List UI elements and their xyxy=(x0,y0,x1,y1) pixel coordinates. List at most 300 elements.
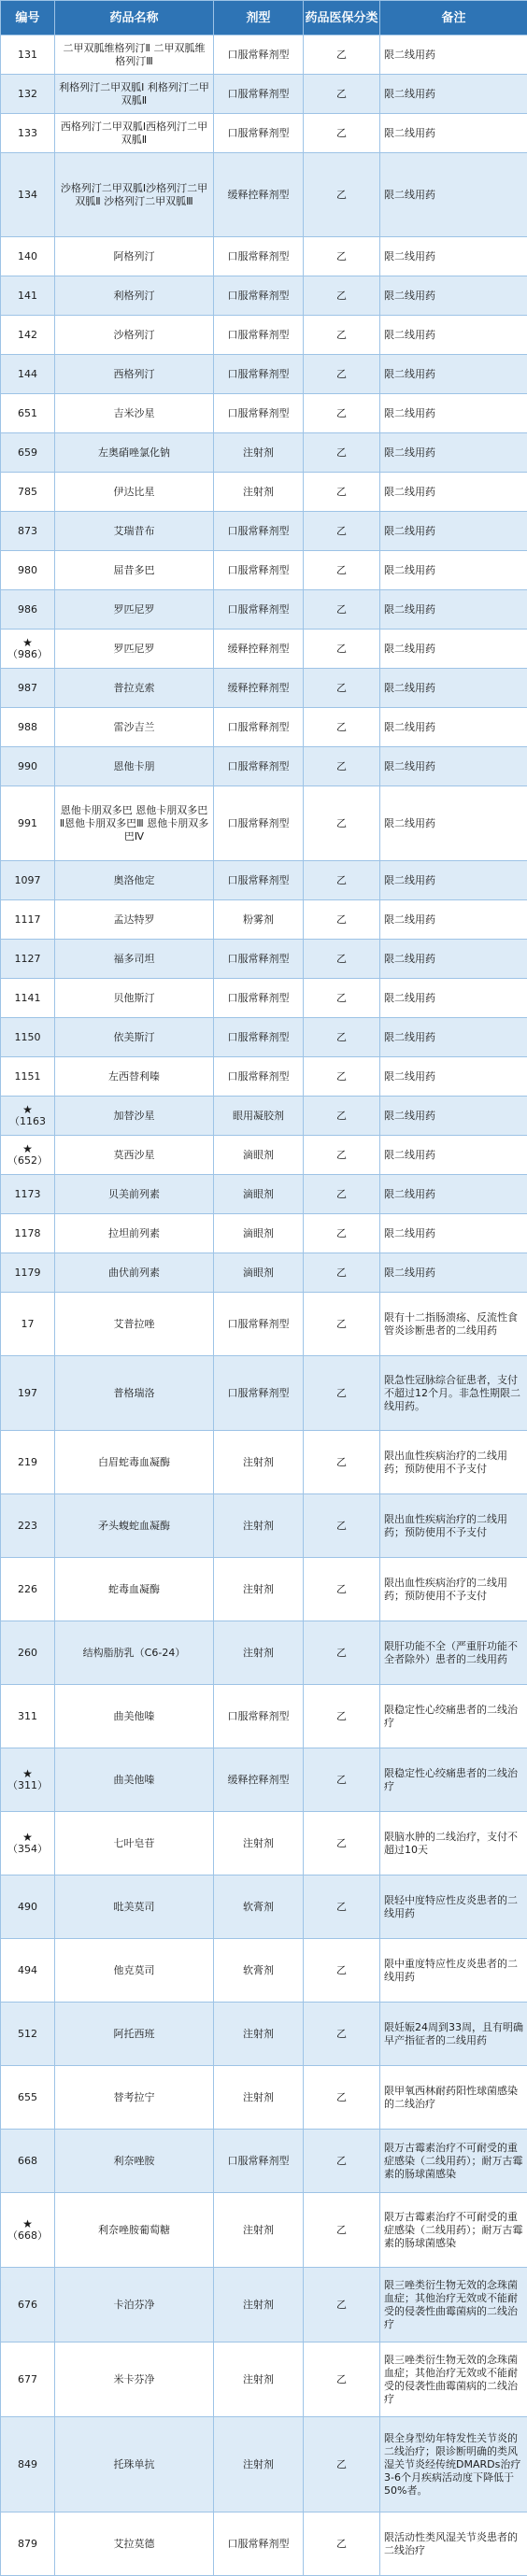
table-row xyxy=(1,1253,527,1293)
table-row xyxy=(1,2193,527,2268)
cell-drug-name: 利格列汀二甲双胍Ⅰ 利格列汀二甲双胍Ⅱ xyxy=(55,75,214,114)
cell-dosage-form: 口服常释剂型 xyxy=(214,747,304,786)
table-body xyxy=(1,35,527,2576)
cell-code xyxy=(1,1748,55,1812)
cell-code xyxy=(1,940,55,979)
cell-dosage-form: 注射剂 xyxy=(214,1812,304,1875)
cell-dosage-form: 注射剂 xyxy=(214,1558,304,1621)
cell-drug-name: 利格列汀 xyxy=(55,276,214,316)
cell-drug-name: 孟达特罗 xyxy=(55,900,214,940)
cell-dosage-form: 缓释控释剂型 xyxy=(214,669,304,708)
cell-classification: 乙 xyxy=(304,1214,380,1253)
table-row xyxy=(1,747,527,786)
cell-drug-name: 西格列汀 xyxy=(55,355,214,394)
table-row xyxy=(1,1356,527,1431)
cell-dosage-form: 注射剂 xyxy=(214,2193,304,2268)
cell-note: 限二线用药 xyxy=(380,630,527,669)
cell-dosage-form: 注射剂 xyxy=(214,2342,304,2417)
cell-dosage-form: 口服常释剂型 xyxy=(214,1057,304,1097)
table-row xyxy=(1,900,527,940)
cell-classification: 乙 xyxy=(304,237,380,276)
cell-code xyxy=(1,786,55,861)
cell-dosage-form: 口服常释剂型 xyxy=(214,35,304,75)
cell-classification: 乙 xyxy=(304,590,380,630)
cell-note: 限出血性疾病治疗的二线用药；预防使用不予支付 xyxy=(380,1558,527,1621)
cell-note: 限稳定性心绞痛患者的二线治疗 xyxy=(380,1748,527,1812)
table-row xyxy=(1,1939,527,2003)
cell-note: 限万古霉素治疗不可耐受的重症感染（二线用药）；耐万古霉素的肠球菌感染 xyxy=(380,2193,527,2268)
cell-dosage-form: 口服常释剂型 xyxy=(214,316,304,355)
cell-dosage-form: 注射剂 xyxy=(214,1494,304,1558)
code-text: （668） xyxy=(5,2229,50,2243)
code-text: 988 xyxy=(5,721,50,734)
cell-dosage-form: 注射剂 xyxy=(214,1431,304,1494)
cell-classification: 乙 xyxy=(304,2066,380,2130)
table-row xyxy=(1,473,527,512)
cell-code xyxy=(1,512,55,551)
cell-code xyxy=(1,394,55,433)
cell-note: 限三唑类衍生物无效的念珠菌血症；其他治疗无效或不能耐受的侵袭性曲霉菌病的二线治疗 xyxy=(380,2342,527,2417)
cell-code xyxy=(1,630,55,669)
code-text: （311） xyxy=(5,1779,50,1792)
cell-classification: 乙 xyxy=(304,2512,380,2576)
cell-code xyxy=(1,1494,55,1558)
cell-code xyxy=(1,2342,55,2417)
code-text: 1151 xyxy=(5,1070,50,1083)
cell-code xyxy=(1,1812,55,1875)
code-text: 1097 xyxy=(5,874,50,887)
code-text: 1141 xyxy=(5,992,50,1005)
cell-dosage-form: 滴眼剂 xyxy=(214,1175,304,1214)
cell-note: 限三唑类衍生物无效的念珠菌血症；其他治疗无效或不能耐受的侵袭性曲霉菌病的二线治疗 xyxy=(380,2268,527,2342)
cell-classification: 乙 xyxy=(304,1136,380,1175)
cell-classification: 乙 xyxy=(304,861,380,900)
cell-note: 限二线用药 xyxy=(380,433,527,473)
cell-code xyxy=(1,1214,55,1253)
table-header-row xyxy=(1,1,527,35)
cell-code xyxy=(1,861,55,900)
cell-classification: 乙 xyxy=(304,979,380,1018)
cell-note: 限妊娠24周到33周，且有明确早产指征者的二线用药 xyxy=(380,2003,527,2066)
table-row xyxy=(1,1685,527,1748)
cell-classification: 乙 xyxy=(304,2342,380,2417)
cell-code xyxy=(1,590,55,630)
cell-dosage-form: 口服常释剂型 xyxy=(214,355,304,394)
cell-dosage-form: 口服常释剂型 xyxy=(214,590,304,630)
cell-code xyxy=(1,2512,55,2576)
cell-dosage-form: 注射剂 xyxy=(214,2268,304,2342)
code-text: 990 xyxy=(5,760,50,773)
code-text: 133 xyxy=(5,127,50,140)
cell-code xyxy=(1,747,55,786)
cell-drug-name: 依美斯汀 xyxy=(55,1018,214,1057)
code-text: 785 xyxy=(5,486,50,499)
cell-drug-name: 恩他卡朋 xyxy=(55,747,214,786)
table-row xyxy=(1,2417,527,2512)
code-text: 668 xyxy=(5,2155,50,2168)
code-text: 141 xyxy=(5,290,50,303)
cell-code xyxy=(1,35,55,75)
cell-dosage-form: 注射剂 xyxy=(214,1621,304,1685)
code-text: 651 xyxy=(5,407,50,420)
table-row xyxy=(1,590,527,630)
cell-drug-name: 雷沙吉兰 xyxy=(55,708,214,747)
cell-note: 限稳定性心绞痛患者的二线治疗 xyxy=(380,1685,527,1748)
cell-dosage-form: 粉雾剂 xyxy=(214,900,304,940)
cell-drug-name: 艾拉莫德 xyxy=(55,2512,214,2576)
cell-dosage-form: 注射剂 xyxy=(214,433,304,473)
cell-drug-name: 恩他卡朋双多巴 恩他卡朋双多巴Ⅱ恩他卡朋双多巴Ⅲ 恩他卡朋双多巴Ⅳ xyxy=(55,786,214,861)
code-text: 1178 xyxy=(5,1227,50,1240)
cell-dosage-form: 口服常释剂型 xyxy=(214,2512,304,2576)
cell-code xyxy=(1,1356,55,1431)
code-text: 490 xyxy=(5,1901,50,1914)
cell-dosage-form: 口服常释剂型 xyxy=(214,276,304,316)
table-row xyxy=(1,2130,527,2193)
cell-code xyxy=(1,551,55,590)
cell-note: 限二线用药 xyxy=(380,1253,527,1293)
table-row xyxy=(1,35,527,75)
cell-note: 限轻中度特应性皮炎患者的二线用药 xyxy=(380,1875,527,1939)
code-text: 144 xyxy=(5,368,50,381)
cell-classification: 乙 xyxy=(304,2268,380,2342)
cell-classification: 乙 xyxy=(304,473,380,512)
cell-code xyxy=(1,1621,55,1685)
cell-drug-name: 利奈唑胺葡萄糖 xyxy=(55,2193,214,2268)
cell-classification: 乙 xyxy=(304,1431,380,1494)
code-text: 986 xyxy=(5,603,50,616)
table-row xyxy=(1,630,527,669)
code-text: 142 xyxy=(5,329,50,342)
cell-dosage-form: 口服常释剂型 xyxy=(214,237,304,276)
header-code: 编号 xyxy=(1,1,55,35)
cell-drug-name: 拉坦前列素 xyxy=(55,1214,214,1253)
table-row xyxy=(1,1097,527,1136)
cell-dosage-form: 口服常释剂型 xyxy=(214,861,304,900)
cell-code xyxy=(1,153,55,237)
cell-dosage-form: 注射剂 xyxy=(214,2417,304,2512)
cell-classification: 乙 xyxy=(304,75,380,114)
cell-code xyxy=(1,1253,55,1293)
cell-classification: 乙 xyxy=(304,1812,380,1875)
cell-classification: 乙 xyxy=(304,316,380,355)
cell-drug-name: 吡美莫司 xyxy=(55,1875,214,1939)
code-text: 512 xyxy=(5,2028,50,2041)
table-row xyxy=(1,1175,527,1214)
table-row xyxy=(1,2003,527,2066)
table-row xyxy=(1,114,527,153)
code-text: 991 xyxy=(5,817,50,830)
cell-code xyxy=(1,237,55,276)
cell-note: 限二线用药 xyxy=(380,900,527,940)
table-row xyxy=(1,512,527,551)
cell-dosage-form: 口服常释剂型 xyxy=(214,1293,304,1356)
cell-dosage-form: 口服常释剂型 xyxy=(214,786,304,861)
cell-note: 限二线用药 xyxy=(380,708,527,747)
code-text: 223 xyxy=(5,1520,50,1533)
table-row xyxy=(1,786,527,861)
cell-code xyxy=(1,2193,55,2268)
table-row xyxy=(1,1431,527,1494)
table-row xyxy=(1,394,527,433)
code-text: 197 xyxy=(5,1387,50,1400)
cell-code xyxy=(1,1293,55,1356)
cell-note: 限甲氧西林耐药阳性球菌感染的二线治疗 xyxy=(380,2066,527,2130)
cell-code xyxy=(1,75,55,114)
cell-code xyxy=(1,1057,55,1097)
cell-classification: 乙 xyxy=(304,1621,380,1685)
table-row xyxy=(1,316,527,355)
code-text: 1173 xyxy=(5,1188,50,1201)
cell-code xyxy=(1,1018,55,1057)
cell-dosage-form: 口服常释剂型 xyxy=(214,979,304,1018)
cell-dosage-form: 口服常释剂型 xyxy=(214,512,304,551)
cell-drug-name: 白眉蛇毒血凝酶 xyxy=(55,1431,214,1494)
cell-code xyxy=(1,114,55,153)
cell-note: 限脑水肿的二线治疗，支付不超过10天 xyxy=(380,1812,527,1875)
cell-dosage-form: 口服常释剂型 xyxy=(214,394,304,433)
table-row xyxy=(1,979,527,1018)
cell-drug-name: 普格瑞洛 xyxy=(55,1356,214,1431)
code-text: 1127 xyxy=(5,953,50,966)
cell-code xyxy=(1,1097,55,1136)
table-row xyxy=(1,1748,527,1812)
cell-note: 限二线用药 xyxy=(380,861,527,900)
code-text: 849 xyxy=(5,2458,50,2471)
cell-note: 限二线用药 xyxy=(380,153,527,237)
cell-drug-name: 卡泊芬净 xyxy=(55,2268,214,2342)
cell-code xyxy=(1,669,55,708)
cell-code xyxy=(1,900,55,940)
cell-drug-name: 加替沙星 xyxy=(55,1097,214,1136)
table-row xyxy=(1,669,527,708)
table-row xyxy=(1,551,527,590)
cell-note: 限二线用药 xyxy=(380,1175,527,1214)
cell-code xyxy=(1,1431,55,1494)
table-row xyxy=(1,1136,527,1175)
cell-note: 限二线用药 xyxy=(380,237,527,276)
code-text: 1150 xyxy=(5,1031,50,1044)
cell-classification: 乙 xyxy=(304,900,380,940)
table-row xyxy=(1,1293,527,1356)
table-row xyxy=(1,1057,527,1097)
cell-code xyxy=(1,2003,55,2066)
cell-classification: 乙 xyxy=(304,1253,380,1293)
cell-code xyxy=(1,1136,55,1175)
cell-classification: 乙 xyxy=(304,2417,380,2512)
cell-classification: 乙 xyxy=(304,1293,380,1356)
cell-note: 限出血性疾病治疗的二线用药；预防使用不予支付 xyxy=(380,1494,527,1558)
cell-classification: 乙 xyxy=(304,669,380,708)
table-row xyxy=(1,2066,527,2130)
table-row xyxy=(1,708,527,747)
star-icon: ★ xyxy=(5,2218,50,2229)
table-row xyxy=(1,1621,527,1685)
cell-dosage-form: 注射剂 xyxy=(214,2003,304,2066)
star-icon: ★ xyxy=(5,1768,50,1779)
cell-note: 限二线用药 xyxy=(380,114,527,153)
cell-note: 限二线用药 xyxy=(380,669,527,708)
cell-drug-name: 普拉克索 xyxy=(55,669,214,708)
cell-drug-name: 结构脂肪乳（C6-24） xyxy=(55,1621,214,1685)
cell-note: 限二线用药 xyxy=(380,590,527,630)
cell-drug-name: 西格列汀二甲双胍Ⅰ西格列汀二甲双胍Ⅱ xyxy=(55,114,214,153)
cell-drug-name: 艾普拉唑 xyxy=(55,1293,214,1356)
cell-classification: 乙 xyxy=(304,355,380,394)
cell-note: 限中重度特应性皮炎患者的二线用药 xyxy=(380,1939,527,2003)
cell-note: 限肝功能不全（严重肝功能不全者除外）患者的二线用药 xyxy=(380,1621,527,1685)
code-text: 140 xyxy=(5,250,50,263)
table-row xyxy=(1,1875,527,1939)
cell-dosage-form: 口服常释剂型 xyxy=(214,940,304,979)
cell-classification: 乙 xyxy=(304,1939,380,2003)
cell-drug-name: 二甲双胍维格列汀Ⅱ 二甲双胍维格列汀Ⅲ xyxy=(55,35,214,75)
cell-drug-name: 替考拉宁 xyxy=(55,2066,214,2130)
cell-dosage-form: 注射剂 xyxy=(214,473,304,512)
cell-drug-name: 阿托西班 xyxy=(55,2003,214,2066)
cell-drug-name: 矛头蝮蛇血凝酶 xyxy=(55,1494,214,1558)
cell-code xyxy=(1,433,55,473)
cell-dosage-form: 滴眼剂 xyxy=(214,1136,304,1175)
cell-code xyxy=(1,1939,55,2003)
cell-classification: 乙 xyxy=(304,1097,380,1136)
code-text: （652） xyxy=(5,1154,50,1168)
cell-classification: 乙 xyxy=(304,433,380,473)
star-icon: ★ xyxy=(5,1143,50,1154)
cell-code xyxy=(1,2130,55,2193)
table-row xyxy=(1,2268,527,2342)
cell-drug-name: 利奈唑胺 xyxy=(55,2130,214,2193)
cell-note: 限二线用药 xyxy=(380,276,527,316)
table-row xyxy=(1,433,527,473)
header-name: 药品名称 xyxy=(55,1,214,35)
cell-note: 限二线用药 xyxy=(380,551,527,590)
table-row xyxy=(1,276,527,316)
cell-classification: 乙 xyxy=(304,630,380,669)
cell-code xyxy=(1,276,55,316)
table-row xyxy=(1,2342,527,2417)
cell-drug-name: 阿格列汀 xyxy=(55,237,214,276)
table-row xyxy=(1,75,527,114)
cell-classification: 乙 xyxy=(304,114,380,153)
code-text: 494 xyxy=(5,1964,50,1977)
code-text: （986） xyxy=(5,648,50,661)
cell-note: 限出血性疾病治疗的二线用药；预防使用不予支付 xyxy=(380,1431,527,1494)
cell-drug-name: 米卡芬净 xyxy=(55,2342,214,2417)
cell-dosage-form: 口服常释剂型 xyxy=(214,75,304,114)
cell-drug-name: 福多司坦 xyxy=(55,940,214,979)
cell-dosage-form: 口服常释剂型 xyxy=(214,551,304,590)
cell-drug-name: 屈昔多巴 xyxy=(55,551,214,590)
table-row xyxy=(1,1494,527,1558)
cell-drug-name: 贝他斯汀 xyxy=(55,979,214,1018)
cell-dosage-form: 缓释控释剂型 xyxy=(214,630,304,669)
code-text: 655 xyxy=(5,2091,50,2104)
cell-drug-name: 吉米沙星 xyxy=(55,394,214,433)
cell-note: 限二线用药 xyxy=(380,1057,527,1097)
code-text: 873 xyxy=(5,525,50,538)
cell-classification: 乙 xyxy=(304,708,380,747)
cell-classification: 乙 xyxy=(304,276,380,316)
code-text: 987 xyxy=(5,682,50,695)
cell-code xyxy=(1,473,55,512)
cell-drug-name: 七叶皂苷 xyxy=(55,1812,214,1875)
code-text: 1179 xyxy=(5,1267,50,1280)
cell-classification: 乙 xyxy=(304,1875,380,1939)
cell-drug-name: 莫西沙星 xyxy=(55,1136,214,1175)
cell-classification: 乙 xyxy=(304,940,380,979)
cell-code xyxy=(1,708,55,747)
cell-classification: 乙 xyxy=(304,1057,380,1097)
cell-note: 限二线用药 xyxy=(380,1214,527,1253)
cell-drug-name: 曲美他嗪 xyxy=(55,1685,214,1748)
code-text: 131 xyxy=(5,49,50,62)
star-icon: ★ xyxy=(5,1104,50,1115)
cell-code xyxy=(1,2066,55,2130)
cell-code xyxy=(1,979,55,1018)
cell-classification: 乙 xyxy=(304,2130,380,2193)
cell-drug-name: 罗匹尼罗 xyxy=(55,590,214,630)
cell-note: 限全身型幼年特发性关节炎的二线治疗；限诊断明确的类风湿关节炎经传统DMARDs治疗3-6个月疾病活动度下降低于50%者。 xyxy=(380,2417,527,2512)
table-row xyxy=(1,1812,527,1875)
code-text: 980 xyxy=(5,564,50,577)
cell-drug-name: 贝美前列素 xyxy=(55,1175,214,1214)
cell-code xyxy=(1,1175,55,1214)
header-note: 备注 xyxy=(380,1,527,35)
header-classification: 药品医保分类 xyxy=(304,1,380,35)
cell-code xyxy=(1,355,55,394)
code-text: 17 xyxy=(5,1318,50,1331)
cell-note: 限二线用药 xyxy=(380,786,527,861)
cell-code xyxy=(1,2268,55,2342)
cell-classification: 乙 xyxy=(304,2003,380,2066)
cell-drug-name: 沙格列汀二甲双胍Ⅰ沙格列汀二甲双胍Ⅱ 沙格列汀二甲双胍Ⅲ xyxy=(55,153,214,237)
cell-dosage-form: 软膏剂 xyxy=(214,1939,304,2003)
cell-drug-name: 曲美他嗪 xyxy=(55,1748,214,1812)
cell-classification: 乙 xyxy=(304,153,380,237)
cell-dosage-form: 口服常释剂型 xyxy=(214,1018,304,1057)
cell-classification: 乙 xyxy=(304,1494,380,1558)
cell-classification: 乙 xyxy=(304,1018,380,1057)
code-text: 659 xyxy=(5,446,50,460)
table-row xyxy=(1,940,527,979)
cell-dosage-form: 软膏剂 xyxy=(214,1875,304,1939)
cell-note: 限二线用药 xyxy=(380,1097,527,1136)
cell-note: 限二线用药 xyxy=(380,512,527,551)
code-text: （1163 xyxy=(5,1115,50,1128)
cell-drug-name: 左奥硝唑氯化钠 xyxy=(55,433,214,473)
cell-dosage-form: 注射剂 xyxy=(214,2066,304,2130)
code-text: 134 xyxy=(5,189,50,202)
cell-note: 限有十二指肠溃疡、反流性食管炎诊断患者的二线用药 xyxy=(380,1293,527,1356)
cell-dosage-form: 口服常释剂型 xyxy=(214,708,304,747)
cell-note: 限二线用药 xyxy=(380,1136,527,1175)
table-row xyxy=(1,1018,527,1057)
cell-classification: 乙 xyxy=(304,35,380,75)
cell-note: 限活动性类风湿关节炎患者的二线治疗 xyxy=(380,2512,527,2576)
cell-drug-name: 托珠单抗 xyxy=(55,2417,214,2512)
cell-dosage-form: 口服常释剂型 xyxy=(214,1356,304,1431)
code-text: 676 xyxy=(5,2299,50,2312)
cell-classification: 乙 xyxy=(304,1685,380,1748)
cell-drug-name: 罗匹尼罗 xyxy=(55,630,214,669)
cell-classification: 乙 xyxy=(304,1175,380,1214)
code-text: 677 xyxy=(5,2373,50,2386)
table-row xyxy=(1,2512,527,2576)
cell-code xyxy=(1,2417,55,2512)
header-form: 剂型 xyxy=(214,1,304,35)
code-text: 311 xyxy=(5,1710,50,1723)
